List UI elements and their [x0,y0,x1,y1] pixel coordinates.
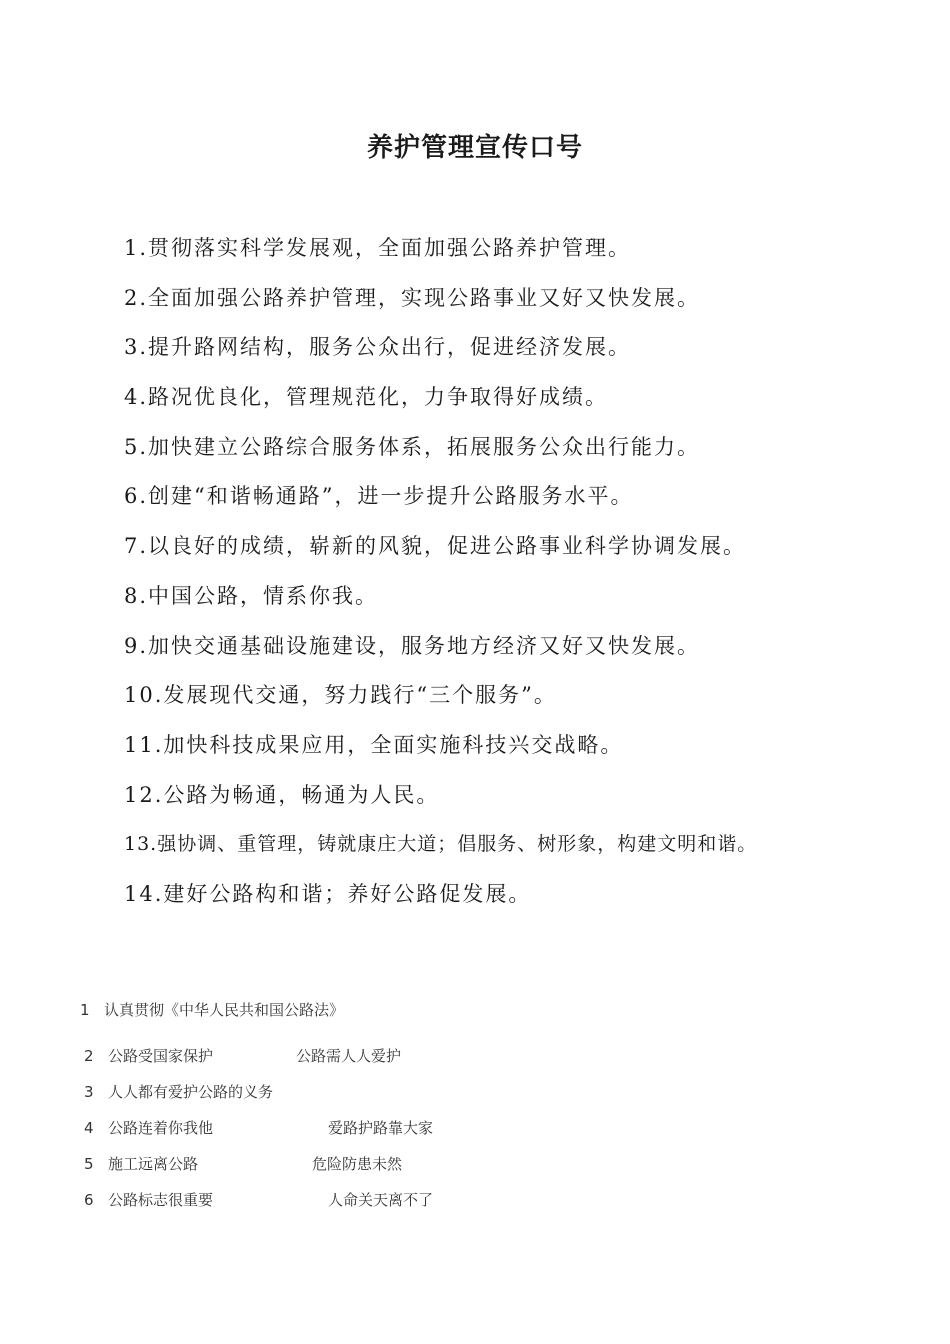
minor-slogan-number: 2 [84,1047,94,1065]
minor-slogan-number: 1 [80,1001,90,1019]
minor-slogan-text: 施工远离公路 [108,1155,199,1173]
minor-slogan-number: 5 [84,1155,94,1173]
minor-slogan-text: 公路连着你我他 [108,1119,214,1137]
slogan-item: 1.贯彻落实科学发展观，全面加强公路养护管理。 [124,236,632,260]
document-title: 养护管理宣传口号 [366,133,583,163]
minor-slogan-item [84,1042,784,1078]
minor-slogan-text: 公路标志很重要 [108,1191,214,1209]
slogan-item: 3.提升路网结构，服务公众出行，促进经济发展。 [124,335,632,360]
minor-slogan-text: 公路受国家保护 [108,1047,214,1065]
minor-slogan-item [84,1114,784,1150]
slogan-item: 10.发展现代交通，努力践行“三个服务”。 [124,683,557,708]
minor-slogan-number: 6 [84,1191,94,1209]
slogan-item: 2.全面加强公路养护管理，实现公路事业又好又快发展。 [124,285,701,310]
minor-slogan-number: 4 [84,1119,94,1137]
minor-slogan-list [80,996,780,1222]
minor-slogan-item [84,1078,784,1114]
slogan-item: 6.创建“和谐畅通路”，进一步提升公路服务水平。 [124,484,634,509]
slogan-item: 11.加快科技成果应用，全面实施科技兴交战略。 [124,732,624,757]
minor-slogan-text: 人人都有爱护公路的义务 [108,1083,274,1101]
minor-slogan-item [84,1150,784,1186]
slogan-list [124,230,924,926]
slogan-item: 14.建好公路构和谐；养好公路促发展。 [124,881,532,906]
minor-slogan-text-secondary: 危险防患未然 [312,1155,403,1173]
minor-slogan-text-secondary: 人命关天离不了 [328,1191,434,1209]
minor-slogan-text-secondary: 公路需人人爱护 [296,1047,402,1065]
minor-slogan-number: 3 [84,1083,94,1101]
slogan-item: 8.中国公路，情系你我。 [124,583,379,608]
minor-slogan-item [80,996,780,1042]
slogan-item: 13.强协调、重管理，铸就康庄大道；倡服务、树形象，构建文明和谐。 [124,833,758,856]
minor-slogan-text: 认真贯彻《中华人民共和国公路法》 [104,1001,345,1019]
slogan-item: 12.公路为畅通，畅通为人民。 [124,782,440,807]
minor-slogan-text-secondary: 爱路护路靠大家 [328,1119,434,1137]
slogan-item: 5.加快建立公路综合服务体系，拓展服务公众出行能力。 [124,434,701,459]
slogan-item: 7.以良好的成绩，崭新的风貌，促进公路事业科学协调发展。 [124,534,747,559]
minor-slogan-item [84,1186,784,1222]
slogan-item: 9.加快交通基础设施建设，服务地方经济又好又快发展。 [124,633,701,658]
slogan-item: 4.路况优良化，管理规范化，力争取得好成绩。 [124,385,609,410]
